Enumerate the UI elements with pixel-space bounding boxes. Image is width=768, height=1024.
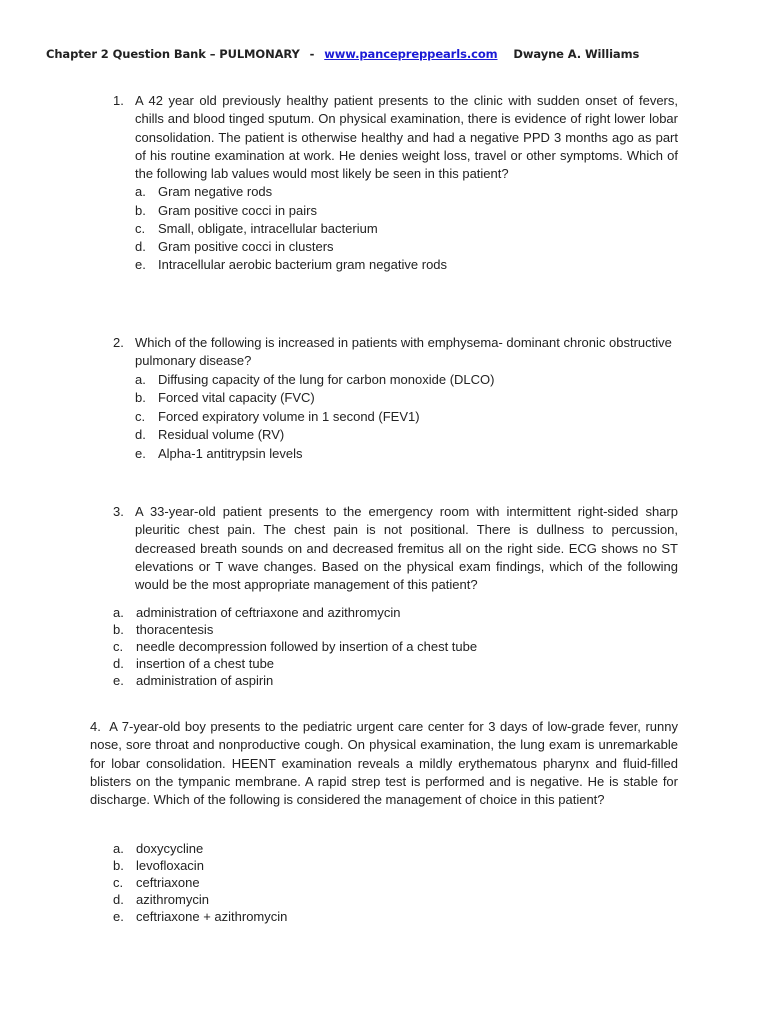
option-letter: d.: [135, 427, 146, 443]
answer-option: [135, 183, 678, 201]
question-1: [113, 92, 678, 275]
page-header: [46, 47, 639, 61]
option-letter: d.: [135, 239, 146, 255]
option-letter: a.: [113, 605, 124, 620]
answer-option: [113, 672, 673, 689]
question-number: 4.: [90, 719, 101, 734]
option-letter: a.: [135, 184, 146, 200]
question-number: 2.: [113, 335, 124, 350]
answer-option: [113, 621, 673, 638]
option-text: ceftriaxone + azithromycin: [136, 909, 288, 925]
question-text: Which of the following is increased in patients with emphysema- dominant chronic obstructive pulmonary disease?: [135, 335, 672, 369]
option-text: Intracellular aerobic bacterium gram negative rods: [158, 257, 448, 273]
question-text: [90, 718, 678, 809]
option-text: Alpha-1 antitrypsin levels: [158, 445, 303, 461]
option-text: needle decompression followed by insertion of a chest tube: [136, 639, 478, 655]
header-website-link[interactable]: www.pancepreppearls.com: [324, 47, 498, 61]
option-letter: c.: [135, 220, 146, 236]
option-text: Diffusing capacity of the lung for carbon monoxide (DLCO): [158, 371, 495, 387]
option-letter: e.: [113, 673, 124, 689]
answer-option: [135, 202, 678, 220]
option-letter: d.: [113, 656, 124, 672]
answer-option: [135, 389, 678, 408]
answer-option: [113, 891, 673, 908]
option-letter: c.: [113, 639, 124, 655]
option-text: levofloxacin: [136, 858, 204, 874]
answer-option: [113, 655, 673, 672]
answer-options-q4: [113, 840, 673, 925]
answer-option: [113, 638, 673, 655]
answer-option: [135, 220, 678, 238]
header-title: Chapter 2 Question Bank – PULMONARY: [46, 47, 300, 61]
option-text: Residual volume (RV): [158, 427, 285, 443]
answer-option: [135, 256, 678, 274]
answer-option: [135, 426, 678, 445]
option-letter: d.: [113, 892, 124, 908]
option-letter: e.: [135, 445, 146, 461]
answer-option: [113, 857, 673, 874]
answer-option: [135, 445, 678, 464]
question-number: 3.: [113, 504, 124, 519]
option-letter: c.: [113, 875, 124, 891]
option-text: Forced vital capacity (FVC): [158, 390, 315, 406]
question-text: A 33-year-old patient presents to the emergency room with intermittent right-sided sharp pleuritic chest pain. The chest pain is not positional. There is dullness to percussion, decreased breath sounds on and decreased fremitus all on the right side. ECG shows no ST elevations or T wave changes. Based on the physical exam findings, which of the following would be the most appropriate management of this patient?: [135, 504, 678, 593]
option-text: thoracentesis: [136, 622, 214, 638]
answer-option: [135, 371, 678, 390]
answer-option: [113, 604, 673, 621]
question-2: [113, 334, 678, 464]
question-number: 1.: [113, 93, 124, 108]
answer-option: [113, 908, 673, 925]
option-letter: c.: [135, 408, 146, 424]
option-letter: b.: [135, 390, 146, 406]
option-letter: a.: [135, 371, 146, 387]
answer-option: [113, 840, 673, 857]
answer-option: [135, 238, 678, 256]
question-3: [113, 503, 678, 594]
option-text: Small, obligate, intracellular bacterium: [158, 220, 378, 236]
option-letter: e.: [113, 909, 124, 925]
header-separator: -: [309, 47, 315, 61]
option-text: Gram positive cocci in pairs: [158, 202, 317, 218]
option-letter: b.: [113, 622, 124, 638]
option-text: Gram positive cocci in clusters: [158, 239, 334, 255]
answer-options: [135, 183, 678, 274]
option-text: Forced expiratory volume in 1 second (FEV1): [158, 408, 420, 424]
option-text: Gram negative rods: [158, 184, 273, 200]
answer-option: [113, 874, 673, 891]
option-text: azithromycin: [136, 892, 209, 908]
option-text: administration of ceftriaxone and azithromycin: [136, 605, 401, 620]
option-text: doxycycline: [136, 841, 204, 856]
option-text: insertion of a chest tube: [136, 656, 275, 672]
question-body: A 7-year-old boy presents to the pediatric urgent care center for 3 days of low-grade fever, runny nose, sore throat and nonproductive cough. On physical examination, the lung exam is unremarkable for lobar consolidation. HEENT examination reveals a mildly erythematous pharynx and fluid-filled blisters on the tympanic membrane. A rapid strep test is performed and is negative. He is stable for discharge. Which of the following is considered the management of choice in this patient?: [90, 719, 678, 808]
option-letter: e.: [135, 257, 146, 273]
option-text: ceftriaxone: [136, 875, 200, 891]
answer-options-q3: [113, 604, 673, 689]
option-letter: b.: [113, 858, 124, 874]
answer-options: [135, 371, 678, 464]
header-author: Dwayne A. Williams: [513, 47, 640, 61]
option-letter: b.: [135, 202, 146, 218]
answer-option: [135, 408, 678, 427]
question-4: [90, 718, 678, 809]
option-text: administration of aspirin: [136, 673, 274, 689]
question-text: A 42 year old previously healthy patient presents to the clinic with sudden onset of fevers, chills and blood tinged sputum. On physical examination, there is evidence of right lower lobar consolidation. The patient is otherwise healthy and had a negative PPD 3 months ago as part of his routine examination at work. He denies weight loss, travel or other symptoms. Which of the following lab values would most likely be seen in this patient?: [135, 93, 678, 182]
option-letter: a.: [113, 841, 124, 856]
